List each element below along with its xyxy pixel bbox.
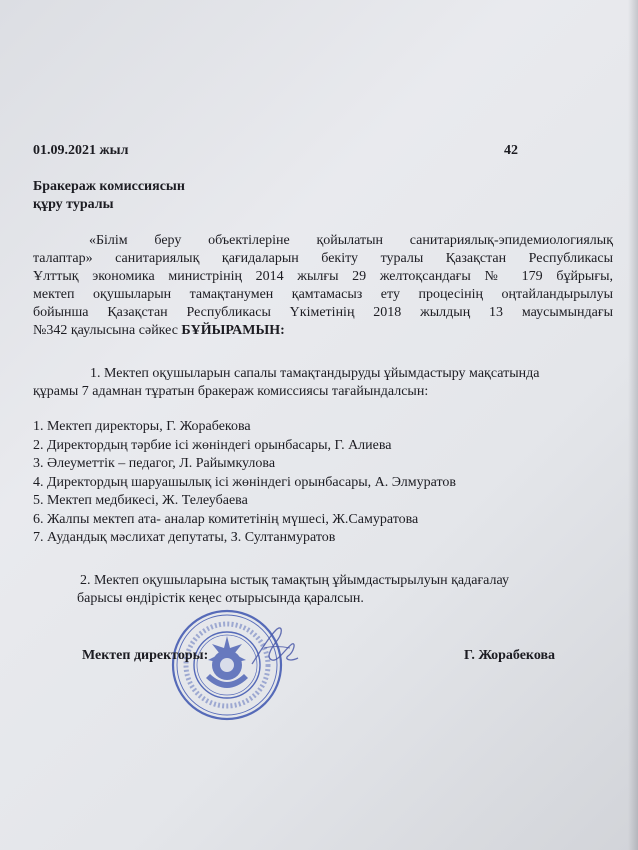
preamble-line-6 xyxy=(33,322,613,340)
item1-line-1: 1. Мектеп оқушыларын сапалы тамақтандыруды ұйымдастыру мақсатында xyxy=(90,366,540,381)
list-item: 1. Мектеп директоры, Г. Жорабекова xyxy=(33,419,251,434)
list-item: 5. Мектеп медбикесі, Ж. Телеубаева xyxy=(33,493,248,508)
signature-name: Г. Жорабекова xyxy=(464,648,556,663)
subject-line-1: Бракераж комиссиясын xyxy=(33,179,185,194)
preamble-line-5: бойынша Қазақстан Республикасы Үкіметінің 2018 жылдың 13 маусымындағы xyxy=(33,305,613,320)
preamble-line-1: «Білім беру объектілеріне қойылатын санитариялық-эпидемиологиялық xyxy=(89,233,613,248)
list-item: 4. Директордың шаруашылық ісі жөніндегі орынбасары, А. Элмуратов xyxy=(33,474,457,490)
order-date: 01.09.2021 жыл xyxy=(33,143,129,158)
page-edge-shadow xyxy=(628,0,638,850)
list-item: 7. Аудандық мәслихат депутаты, З. Султанмуратов xyxy=(33,530,336,545)
preamble-line-4: мектеп оқушыларын тамақтанумен қамтамасыз ету процесінің оңтайландырылуы xyxy=(33,287,613,302)
subject-line-2: құру туралы xyxy=(33,197,114,212)
members-list xyxy=(33,418,456,548)
signature-title: Мектеп директоры: xyxy=(82,648,209,663)
item1-line-2: құрамы 7 адамнан тұратын бракераж комиссиясы тағайындалсын: xyxy=(33,384,429,399)
list-item: 3. Әлеуметтік – педагог, Л. Райымкулова xyxy=(33,456,276,471)
preamble-line-6-text: №342 қаулысына сәйкес xyxy=(33,323,178,338)
order-number: 42 xyxy=(504,143,518,158)
order-word: БҰЙЫРАМЫН: xyxy=(181,323,285,338)
item2-line-2: барысы өндірістік кеңес отырысында қаралсын. xyxy=(77,591,364,606)
preamble-line-3: Ұлттық экономика министрінің 2014 жылғы 29 желтоқсандағы № 179 бұйрығы, xyxy=(33,269,613,284)
item2-line-1: 2. Мектеп оқушыларына ыстық тамақтың ұйымдастырылуын қадағалау xyxy=(80,573,510,588)
handwritten-signature-icon xyxy=(246,618,306,678)
preamble-paragraph xyxy=(33,232,613,340)
list-item: 6. Жалпы мектеп ата- аналар комитетінің мүшесі, Ж.Самуратова xyxy=(33,511,419,527)
preamble-line-2: талаптар» санитариялық қағидаларын бекіту туралы Қазақстан Республикасы xyxy=(33,251,613,266)
list-item: 2. Директордың тәрбие ісі жөніндегі орынбасары, Г. Алиева xyxy=(33,437,392,453)
